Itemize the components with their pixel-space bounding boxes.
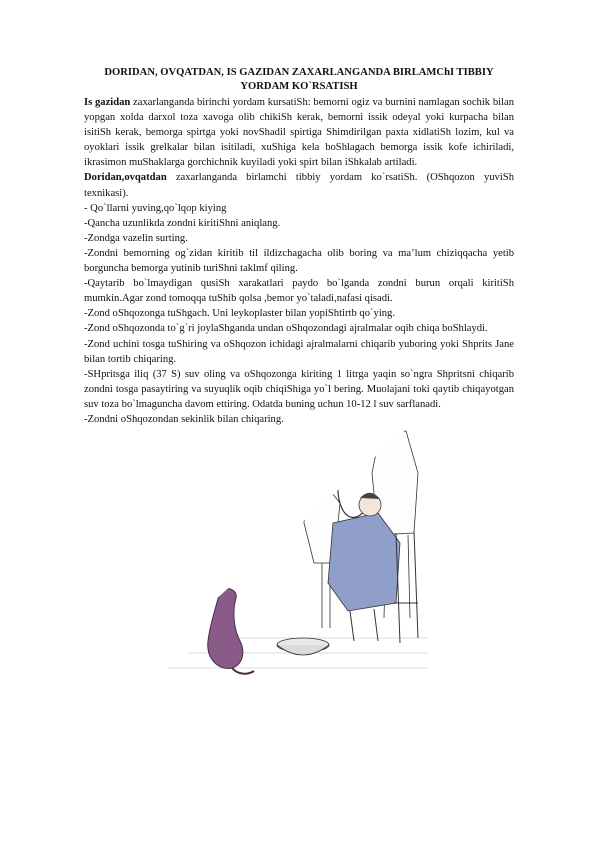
gastric-lavage-illustration bbox=[128, 413, 428, 678]
paragraph bbox=[84, 367, 514, 412]
paragraph bbox=[84, 201, 514, 216]
paragraph-text: -Zondni oShqozondan sekinlik bilan chiqaring. bbox=[84, 413, 284, 425]
paragraph-text: -Zondga vazelin surting. bbox=[84, 232, 188, 244]
paragraph bbox=[84, 306, 514, 321]
paragraph-text: -Zondni bemorning og`zidan kiritib til ildizchagacha olib boring va ma’lum chiziqqacha yetib borguncha bemorga yutinib turiShni taklmf qiling. bbox=[84, 247, 514, 275]
paragraph-text: -Zond oShqozonga tuShgach. Uni leykoplaster bilan yopiShtirtb qo`ying. bbox=[84, 308, 396, 320]
paragraph bbox=[84, 321, 514, 336]
paragraph bbox=[84, 170, 514, 200]
paragraph-text: -Zond oShqozonda to`g`ri joylaShganda undan oShqozondagi ajralmalar oqib chiqa boShlaydi. bbox=[84, 323, 488, 335]
paragraph-text: - Qo`llarni yuving,qo`lqop kiying bbox=[84, 202, 227, 214]
paragraph bbox=[84, 337, 514, 367]
body-text bbox=[84, 95, 514, 427]
title-line-1: DORIDAN, OVQATDAN, IS GAZIDAN ZAXARLANGANDA BIRLAMChI TIBBIY bbox=[104, 67, 494, 78]
paragraph bbox=[84, 231, 514, 246]
paragraph-text: -Zond uchini tosga tuShiring va oShqozon ichidagi ajralmalarni chiqarib yuboring yoki Shprits Jane bilan tortib chiqaring. bbox=[84, 338, 514, 365]
paragraph bbox=[84, 276, 514, 306]
page-title bbox=[84, 66, 514, 94]
paragraph bbox=[84, 95, 514, 170]
paragraph-text: zaxarlanganda birinchi yordam kursatiSh: bemorni ogiz va burnini namlagan sochik bilan yopgan xolda darxol toza xavoga olib chikiSh kerak, bemorni issik odeyal yoki kurpacha bilan isitiSh kerak, bemorga spirtga yoki novShadil spirtiga Shimdirilgan paxta xidlatiSh lozim, kul va oyoklari issik grelkalar bilan isitiladi, xuShiga kela boShlagach bemorga issik kofe ichiriladi, ikrasimon muShaklarga gorchichnik kuyiladi yoki spirt bilan iShkalab artiladi. bbox=[84, 97, 514, 169]
paragraph-lead: Is gazidan bbox=[84, 97, 131, 108]
paragraph-text: -Qancha uzunlikda zondni kiritiShni aniqlang. bbox=[84, 217, 281, 229]
paragraph-text: -SHpritsga iliq (37 S) suv oling va oShqozonga kiriting 1 litrga yaqin so`ngra Shpritsni chiqarib zondni tosga pasaytiring va suyuqlik oqib chiqiShiga yo`l bering. Muolajani toki qaytib chiqayotgan suv toza bo`lmaguncha davom ettiring. Odatda buning uchun 10-12 l suv sarflanadi. bbox=[84, 368, 514, 410]
paragraph-text: -Qaytarib bo`lmaydigan qusiSh xarakatlari paydo bo`lganda zondni burun orqali kiritiSh mumkin.Agar zond tomoqqa tuShib qolsa ,bemor yo`taladi,nafasi qisadi. bbox=[84, 278, 514, 305]
paragraph bbox=[84, 246, 514, 276]
paragraph bbox=[84, 216, 514, 231]
paragraph-text: zaxarlanganda birlamchi tibbiy yordam ko`rsatiSh. (OShqozon yuviSh texnikasi). bbox=[84, 172, 514, 199]
title-line-2: YORDAM KO`RSATISH bbox=[240, 81, 358, 92]
paragraph-lead: Doridan,ovqatdan bbox=[84, 172, 167, 184]
